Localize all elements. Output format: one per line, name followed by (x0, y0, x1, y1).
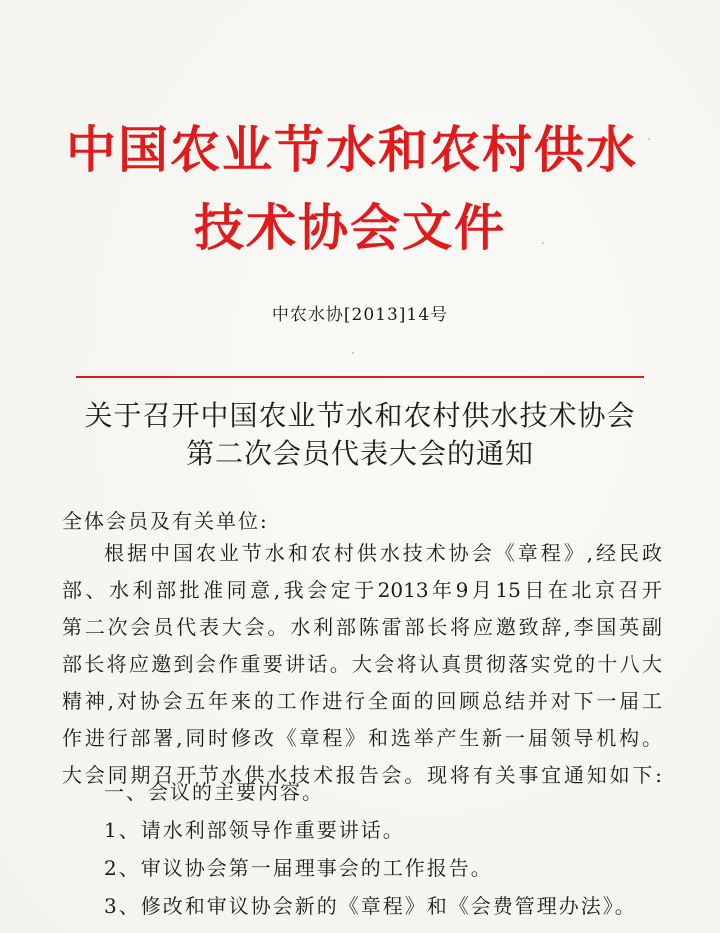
notice-title-line1: 关于召开中国农业节水和农村供水技术协会 (84, 399, 636, 432)
document-number: 中农水协[2013]14号 (271, 305, 449, 325)
body-line: 作进行部署,同时修改《章程》和选举产生新一届领导机构。 (62, 726, 662, 750)
header-title-line1: 中国农业节水和农村供水 (66, 121, 638, 179)
header-title-line2: 技术协会文件 (194, 199, 506, 257)
salutation: 全体会员及有关单位: (62, 509, 269, 533)
body-line: 部长将应邀到会作重要讲话。大会将认真贯彻落实党的十八大 (62, 652, 662, 676)
body-line: 根据中国农业节水和农村供水技术协会《章程》,经民政 (104, 541, 662, 565)
body-line: 部、水利部批准同意,我会定于2013年9月15日在北京召开 (62, 578, 662, 602)
body-line: 精神,对协会五年来的工作进行全面的回顾总结并对下一届工 (62, 689, 662, 713)
body-line: 第二次会员代表大会。水利部陈雷部长将应邀致辞,李国英副 (62, 615, 662, 639)
notice-title-line2: 第二次会员代表大会的通知 (185, 437, 534, 470)
agenda-item: 一、会议的主要内容。 (104, 780, 324, 804)
red-divider-line (76, 376, 644, 378)
agenda-item: 3、修改和审议协会新的《章程》和《会费管理办法》。 (104, 894, 637, 918)
agenda-item: 1、请水利部领导作重要讲话。 (104, 818, 405, 842)
body-line: 大会同期召开节水供水技术报告会。现将有关事宜通知如下: (62, 763, 662, 787)
agenda-item: 2、审议协会第一届理事会的工作报告。 (104, 856, 493, 880)
paper-speck (648, 138, 650, 140)
paper-speck (352, 352, 354, 354)
paper-speck (542, 242, 544, 244)
